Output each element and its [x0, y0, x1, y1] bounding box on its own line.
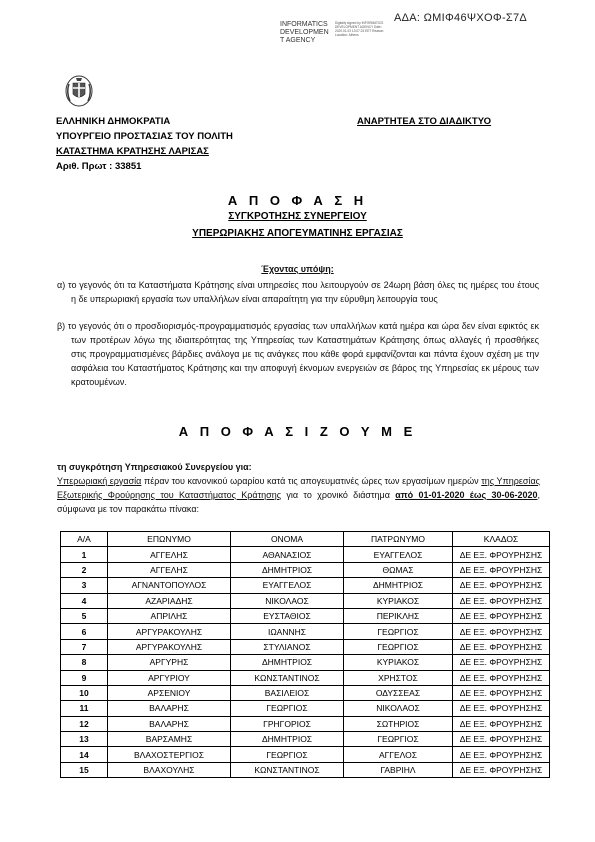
table-row [61, 578, 550, 593]
table-row [61, 701, 550, 716]
cell-aa: 5 [61, 608, 108, 623]
body-paragraph [57, 474, 540, 516]
body-text-1: πέραν του κανονικού ωραρίου κατά τις απογευματινές ώρες των εργασίμων ημερών [141, 476, 482, 486]
cell-name: ΕΥΑΓΓΕΛΟΣ [231, 578, 344, 593]
body-overtime: Υπερωριακή εργασία [57, 476, 142, 486]
cell-name: ΔΗΜΗΤΡΙΟΣ [231, 732, 344, 747]
table-row [61, 562, 550, 577]
cell-patronymic: ΔΗΜΗΤΡΙΟΣ [344, 578, 453, 593]
cell-name: ΒΑΣΙΛΕΙΟΣ [231, 685, 344, 700]
protocol-number: Αριθ. Πρωτ : 33851 [56, 161, 142, 172]
cell-aa: 11 [61, 701, 108, 716]
cell-branch: ΔΕ ΕΞ. ΦΡΟΥΡΗΣΗΣ [453, 670, 550, 685]
body-service: της Υπηρεσίας Εξωτερικής Φρούρησης του Καταστήματος Κράτησης [57, 476, 540, 500]
table-row [61, 762, 550, 777]
cell-surname: ΑΡΓΥΡΑΚΟΥΛΗΣ [108, 639, 231, 654]
cell-surname: ΑΡΣΕΝΙΟΥ [108, 685, 231, 700]
cell-name: ΙΩΑΝΝΗΣ [231, 624, 344, 639]
col-surname: ΕΠΩΝΥΜΟ [108, 532, 231, 547]
table-row [61, 624, 550, 639]
cell-surname: ΑΡΓΥΡΙΟΥ [108, 670, 231, 685]
table-row [61, 732, 550, 747]
cell-surname: ΑΠΡΙΛΗΣ [108, 608, 231, 623]
cell-name: ΚΩΝΣΤΑΝΤΙΝΟΣ [231, 670, 344, 685]
body-period: από 01-01-2020 έως 30-06-2020 [395, 490, 538, 500]
cell-patronymic: ΓΕΩΡΓΙΟΣ [344, 624, 453, 639]
cell-name: ΓΕΩΡΓΙΟΣ [231, 701, 344, 716]
cell-branch: ΔΕ ΕΞ. ΦΡΟΥΡΗΣΗΣ [453, 547, 550, 562]
cell-surname: ΑΡΓΥΡΑΚΟΥΛΗΣ [108, 624, 231, 639]
cell-surname: ΒΑΡΣΑΜΗΣ [108, 732, 231, 747]
cell-branch: ΔΕ ΕΞ. ΦΡΟΥΡΗΣΗΣ [453, 608, 550, 623]
cell-branch: ΔΕ ΕΞ. ΦΡΟΥΡΗΣΗΣ [453, 655, 550, 670]
ida-label [280, 21, 329, 45]
cell-name: ΔΗΜΗΤΡΙΟΣ [231, 655, 344, 670]
cell-surname: ΑΖΑΡΙΑΔΗΣ [108, 593, 231, 608]
digital-signature-stamp [280, 21, 395, 47]
cell-aa: 2 [61, 562, 108, 577]
cell-branch: ΔΕ ΕΞ. ΦΡΟΥΡΗΣΗΣ [453, 639, 550, 654]
col-branch: ΚΛΑΔΟΣ [453, 532, 550, 547]
table-row [61, 670, 550, 685]
cell-patronymic: ΑΓΓΕΛΟΣ [344, 747, 453, 762]
considering-heading: Έχοντας υπόψη: [261, 264, 334, 274]
cell-name: ΓΡΗΓΟΡΙΟΣ [231, 716, 344, 731]
cell-aa: 3 [61, 578, 108, 593]
cell-name: ΕΥΣΤΑΘΙΟΣ [231, 608, 344, 623]
table-row [61, 655, 550, 670]
cell-name: ΓΕΩΡΓΙΟΣ [231, 747, 344, 762]
cell-surname: ΒΑΛΑΡΗΣ [108, 716, 231, 731]
header-line-3: ΚΑΤΑΣΤΗΜΑ ΚΡΑΤΗΣΗΣ ΛΑΡΙΣΑΣ [56, 146, 209, 157]
cell-patronymic: ΟΔΥΣΣΕΑΣ [344, 685, 453, 700]
cell-surname: ΑΡΓΥΡΗΣ [108, 655, 231, 670]
cell-aa: 14 [61, 747, 108, 762]
table-row [61, 747, 550, 762]
cell-aa: 12 [61, 716, 108, 731]
ida-line-2: DEVELOPMEN [280, 29, 329, 36]
cell-patronymic: ΠΕΡΙΚΛΗΣ [344, 608, 453, 623]
cell-aa: 13 [61, 732, 108, 747]
cell-aa: 15 [61, 762, 108, 777]
table-row [61, 716, 550, 731]
cell-branch: ΔΕ ΕΞ. ΦΡΟΥΡΗΣΗΣ [453, 624, 550, 639]
publish-notice: ΑΝΑΡΤΗΤΕΑ ΣΤΟ ΔΙΑΔΙΚΤΥΟ [357, 116, 492, 127]
cell-name: ΝΙΚΟΛΑΟΣ [231, 593, 344, 608]
table-row [61, 639, 550, 654]
cell-patronymic: ΓΑΒΡΙΗΛ [344, 762, 453, 777]
cell-aa: 8 [61, 655, 108, 670]
cell-patronymic: ΧΡΗΣΤΟΣ [344, 670, 453, 685]
cell-name: ΣΤΥΛΙΑΝΟΣ [231, 639, 344, 654]
cell-patronymic: ΕΥΑΓΓΕΛΟΣ [344, 547, 453, 562]
header-line-2: ΥΠΟΥΡΓΕΙΟ ΠΡΟΣΤΑΣΙΑΣ ΤΟΥ ΠΟΛΙΤΗ [56, 131, 233, 142]
table-row [61, 593, 550, 608]
cell-branch: ΔΕ ΕΞ. ΦΡΟΥΡΗΣΗΣ [453, 716, 550, 731]
staff-table [60, 531, 550, 778]
cell-branch: ΔΕ ΕΞ. ΦΡΟΥΡΗΣΗΣ [453, 562, 550, 577]
cell-patronymic: ΓΕΩΡΓΙΟΣ [344, 732, 453, 747]
table-row [61, 608, 550, 623]
table-row [61, 685, 550, 700]
cell-aa: 1 [61, 547, 108, 562]
cell-aa: 6 [61, 624, 108, 639]
cell-surname: ΑΓΝΑΝΤΟΠΟΥΛΟΣ [108, 578, 231, 593]
cell-patronymic: ΣΩΤΗΡΙΟΣ [344, 716, 453, 731]
cell-branch: ΔΕ ΕΞ. ΦΡΟΥΡΗΣΗΣ [453, 732, 550, 747]
cell-aa: 4 [61, 593, 108, 608]
point-a: α) το γεγονός ότι τα Καταστήματα Κράτησης είναι υπηρεσίες που λειτουργούν σε 24ωρη βάση όλες τις ημέρες του έτους η δε υπερωριακή εργασία των υπαλλήλων είναι απαραίτητη για την εύρυθμη λειτουργία τους [57, 280, 539, 304]
cell-surname: ΑΓΓΕΛΗΣ [108, 547, 231, 562]
table-header-row [61, 532, 550, 547]
body-text-2: για το χρονικό διάστημα [281, 490, 396, 500]
decision-heading: Α Π Ο Φ Α Σ Ι Ζ Ο Υ Μ Ε [178, 424, 417, 439]
composition-label: τη συγκρότηση Υπηρεσιακού Συνεργείου για: [57, 462, 252, 472]
cell-branch: ΔΕ ΕΞ. ΦΡΟΥΡΗΣΗΣ [453, 593, 550, 608]
cell-patronymic: ΚΥΡΙΑΚΟΣ [344, 655, 453, 670]
cell-patronymic: ΓΕΩΡΓΙΟΣ [344, 639, 453, 654]
cell-patronymic: ΘΩΜΑΣ [344, 562, 453, 577]
greek-emblem-icon [64, 72, 94, 108]
document-title: Α Π Ο Φ Α Σ Η [227, 193, 368, 208]
header-line-1: ΕΛΛΗΝΙΚΗ ΔΗΜΟΚΡΑΤΙΑ [56, 116, 171, 127]
signature-details: Digitally signed by INFORMATICS DEVELOPMENT AGENCY Date: 2020.01.03 13:07:23 EET Reason: Location: Athens [335, 21, 385, 37]
point-b: β) το γεγονός ότι ο προσδιορισμός-προγραμματισμός εργασίας των υπαλλήλων κατά ημέρα και ώρα δεν είναι εφικτός εκ των προτέρων λόγω της ιδιαιτερότητας της Υπηρεσίας των Καταστημάτων Κράτησης όπως αλλαγές ή προσθήκες στις προγραμματισμένες βάρδιες ανάλογα με τις ανάγκες που κάθε φορά εμφανίζονται και πάντα έχουν σχέση με την ασφάλεια του Καταστήματος Κράτησης και την αποφυγή έκνομων ενεργειών σε βάρος της Υπηρεσίας εκ μέρους των κρατουμένων. [57, 321, 539, 387]
body-text-3: , σύμφωνα με τον παρακάτω πίνακα: [57, 490, 540, 514]
ida-line-3: T AGENCY [280, 37, 316, 44]
cell-name: ΑΘΑΝΑΣΙΟΣ [231, 547, 344, 562]
cell-branch: ΔΕ ΕΞ. ΦΡΟΥΡΗΣΗΣ [453, 685, 550, 700]
cell-aa: 10 [61, 685, 108, 700]
cell-aa: 7 [61, 639, 108, 654]
cell-branch: ΔΕ ΕΞ. ΦΡΟΥΡΗΣΗΣ [453, 578, 550, 593]
cell-surname: ΒΛΑΧΟΥΛΗΣ [108, 762, 231, 777]
cell-surname: ΒΑΛΑΡΗΣ [108, 701, 231, 716]
cell-branch: ΔΕ ΕΞ. ΦΡΟΥΡΗΣΗΣ [453, 701, 550, 716]
ada-code: ΑΔΑ: ΩΜΙΦ46ΨΧΟΦ-Σ7Δ [394, 12, 528, 24]
cell-branch: ΔΕ ΕΞ. ΦΡΟΥΡΗΣΗΣ [453, 747, 550, 762]
cell-patronymic: ΚΥΡΙΑΚΟΣ [344, 593, 453, 608]
col-name: ΟΝΟΜΑ [231, 532, 344, 547]
cell-patronymic: ΝΙΚΟΛΑΟΣ [344, 701, 453, 716]
cell-name: ΚΩΝΣΤΑΝΤΙΝΟΣ [231, 762, 344, 777]
cell-surname: ΑΓΓΕΛΗΣ [108, 562, 231, 577]
cell-surname: ΒΛΑΧΟΣΤΕΡΓΙΟΣ [108, 747, 231, 762]
col-aa: Α/Α [61, 532, 108, 547]
header-block [56, 114, 233, 174]
subtitle-1: ΣΥΓΚΡΟΤΗΣΗΣ ΣΥΝΕΡΓΕΙΟΥ [228, 211, 367, 222]
ida-line-1: INFORMATICS [280, 21, 328, 28]
cell-branch: ΔΕ ΕΞ. ΦΡΟΥΡΗΣΗΣ [453, 762, 550, 777]
cell-name: ΔΗΜΗΤΡΙΟΣ [231, 562, 344, 577]
cell-aa: 9 [61, 670, 108, 685]
subtitle-2: ΥΠΕΡΩΡΙΑΚΗΣ ΑΠΟΓΕΥΜΑΤΙΝΗΣ ΕΡΓΑΣΙΑΣ [192, 228, 403, 239]
col-patronymic: ΠΑΤΡΩΝΥΜΟ [344, 532, 453, 547]
table-row [61, 547, 550, 562]
